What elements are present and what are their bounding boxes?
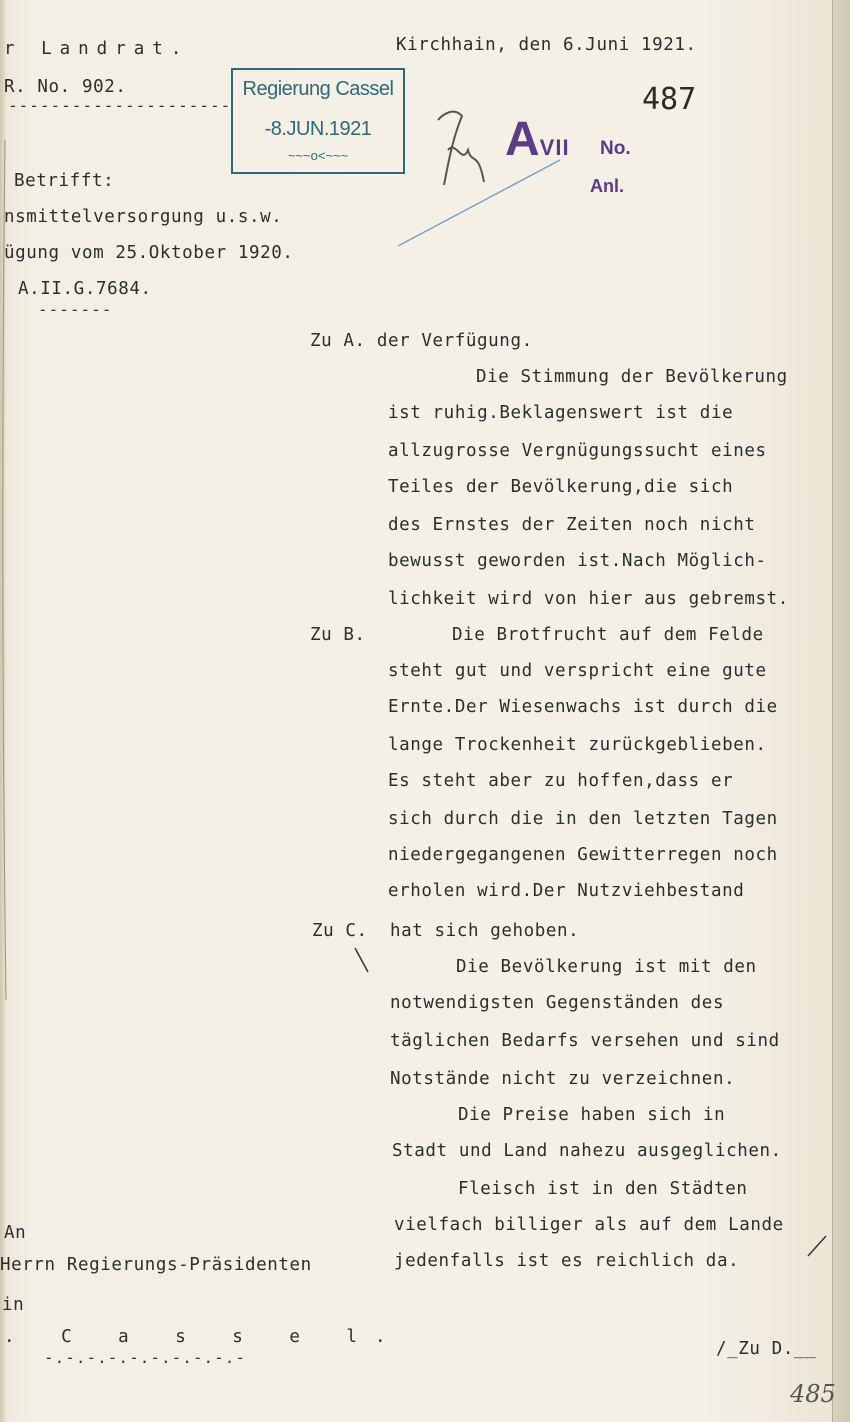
reference-number: R. No. 902. <box>4 77 127 97</box>
section-a-line-6: bewusst geworden ist.Nach Möglich- <box>388 551 767 571</box>
section-c-line-7: Stadt und Land nahezu ausgeglichen. <box>392 1141 782 1161</box>
avii-numeral: VII <box>539 135 570 160</box>
section-a-line-7: lichkeit wird von hier aus gebremst. <box>388 589 789 609</box>
section-a-line-1: Die Stimmung der Bevölkerung <box>476 367 788 387</box>
section-d-label: /_Zu D.__ <box>716 1339 817 1359</box>
section-b-line-2: steht gut und verspricht eine gute <box>388 661 767 681</box>
section-a-line-5: des Ernstes der Zeiten noch nicht <box>388 515 756 535</box>
section-c-line-4: täglichen Bedarfs versehen und sind <box>390 1031 780 1051</box>
address-recipient: Herrn Regierungs-Präsidenten <box>0 1255 312 1275</box>
section-c-label: Zu C. <box>312 921 368 941</box>
pencil-page-number: 485 <box>790 1380 836 1408</box>
stamp-ornament: ~~~o<~~~ <box>287 148 349 163</box>
avii-letter: A <box>505 113 540 166</box>
registry-no-label: No. <box>600 138 631 159</box>
section-c-line-3: notwendigsten Gegenständen des <box>390 993 725 1013</box>
subject-divider: ------- <box>38 300 113 319</box>
section-a-line-3: allzugrosse Vergnügungssucht eines <box>388 441 767 461</box>
subject-line-2: ügung vom 25.Oktober 1920. <box>4 243 294 263</box>
section-c-line-9: vielfach billiger als auf dem Lande <box>394 1215 784 1235</box>
blue-pencil-line <box>398 160 560 246</box>
section-b-line-7: niedergegangenen Gewitterregen noch <box>388 845 778 865</box>
section-b-line-3: Ernte.Der Wiesenwachs ist durch die <box>388 697 778 717</box>
ink-slash-mark <box>808 1236 826 1256</box>
binding-shadow <box>3 140 6 1000</box>
place-date: Kirchhain, den 6.Juni 1921. <box>396 35 697 55</box>
stamp-office: Regierung Cassel <box>242 78 394 100</box>
stamp-date: -8.JUN.1921 <box>264 118 372 140</box>
registry-anl-label: Anl. <box>590 176 624 196</box>
section-b-line-8: erholen wird.Der Nutzviehbestand <box>388 881 745 901</box>
section-c-line-6: Die Preise haben sich in <box>458 1105 726 1125</box>
section-b-line-4: lange Trockenheit zurückgeblieben. <box>388 735 767 755</box>
header-divider: --------------------- <box>8 96 232 115</box>
section-b-line-1: Die Brotfrucht auf dem Felde <box>452 625 764 645</box>
section-b-label: Zu B. <box>310 625 366 645</box>
section-a-line-4: Teiles der Bevölkerung,die sich <box>388 477 734 497</box>
subject-line-1: nsmittelversorgung u.s.w. <box>4 207 283 227</box>
registry-number: 487 <box>642 82 697 117</box>
section-b-line-6: sich durch die in den letzten Tagen <box>388 809 778 829</box>
ink-tick-mark <box>355 948 368 972</box>
address-in: in <box>2 1295 25 1315</box>
section-c-line-2: Die Bevölkerung ist mit den <box>456 957 757 977</box>
section-c-line-10: jedenfalls ist es reichlich da. <box>394 1251 740 1271</box>
address-city: . C a s s e l. <box>4 1327 404 1347</box>
pencil-signature-tail <box>448 148 484 182</box>
address-an: An <box>4 1223 27 1243</box>
section-b-line-5: Es steht aber zu hoffen,dass er <box>388 771 734 791</box>
subject-label: Betrifft: <box>14 171 115 191</box>
section-a-line-2: ist ruhig.Beklagenswert ist die <box>388 403 734 423</box>
section-a-label: Zu A. der Verfügung. <box>310 331 533 351</box>
authority-line: r Landrat. <box>4 39 190 59</box>
subject-line-3: A.II.G.7684. <box>18 279 152 299</box>
address-underline: -.-.-.-.-.-.-.-.-.- <box>44 1348 247 1367</box>
section-c-line-1: hat sich gehoben. <box>390 921 580 941</box>
section-c-line-5: Notstände nicht zu verzeichnen. <box>390 1069 736 1089</box>
section-c-line-8: Fleisch ist in den Städten <box>458 1179 748 1199</box>
